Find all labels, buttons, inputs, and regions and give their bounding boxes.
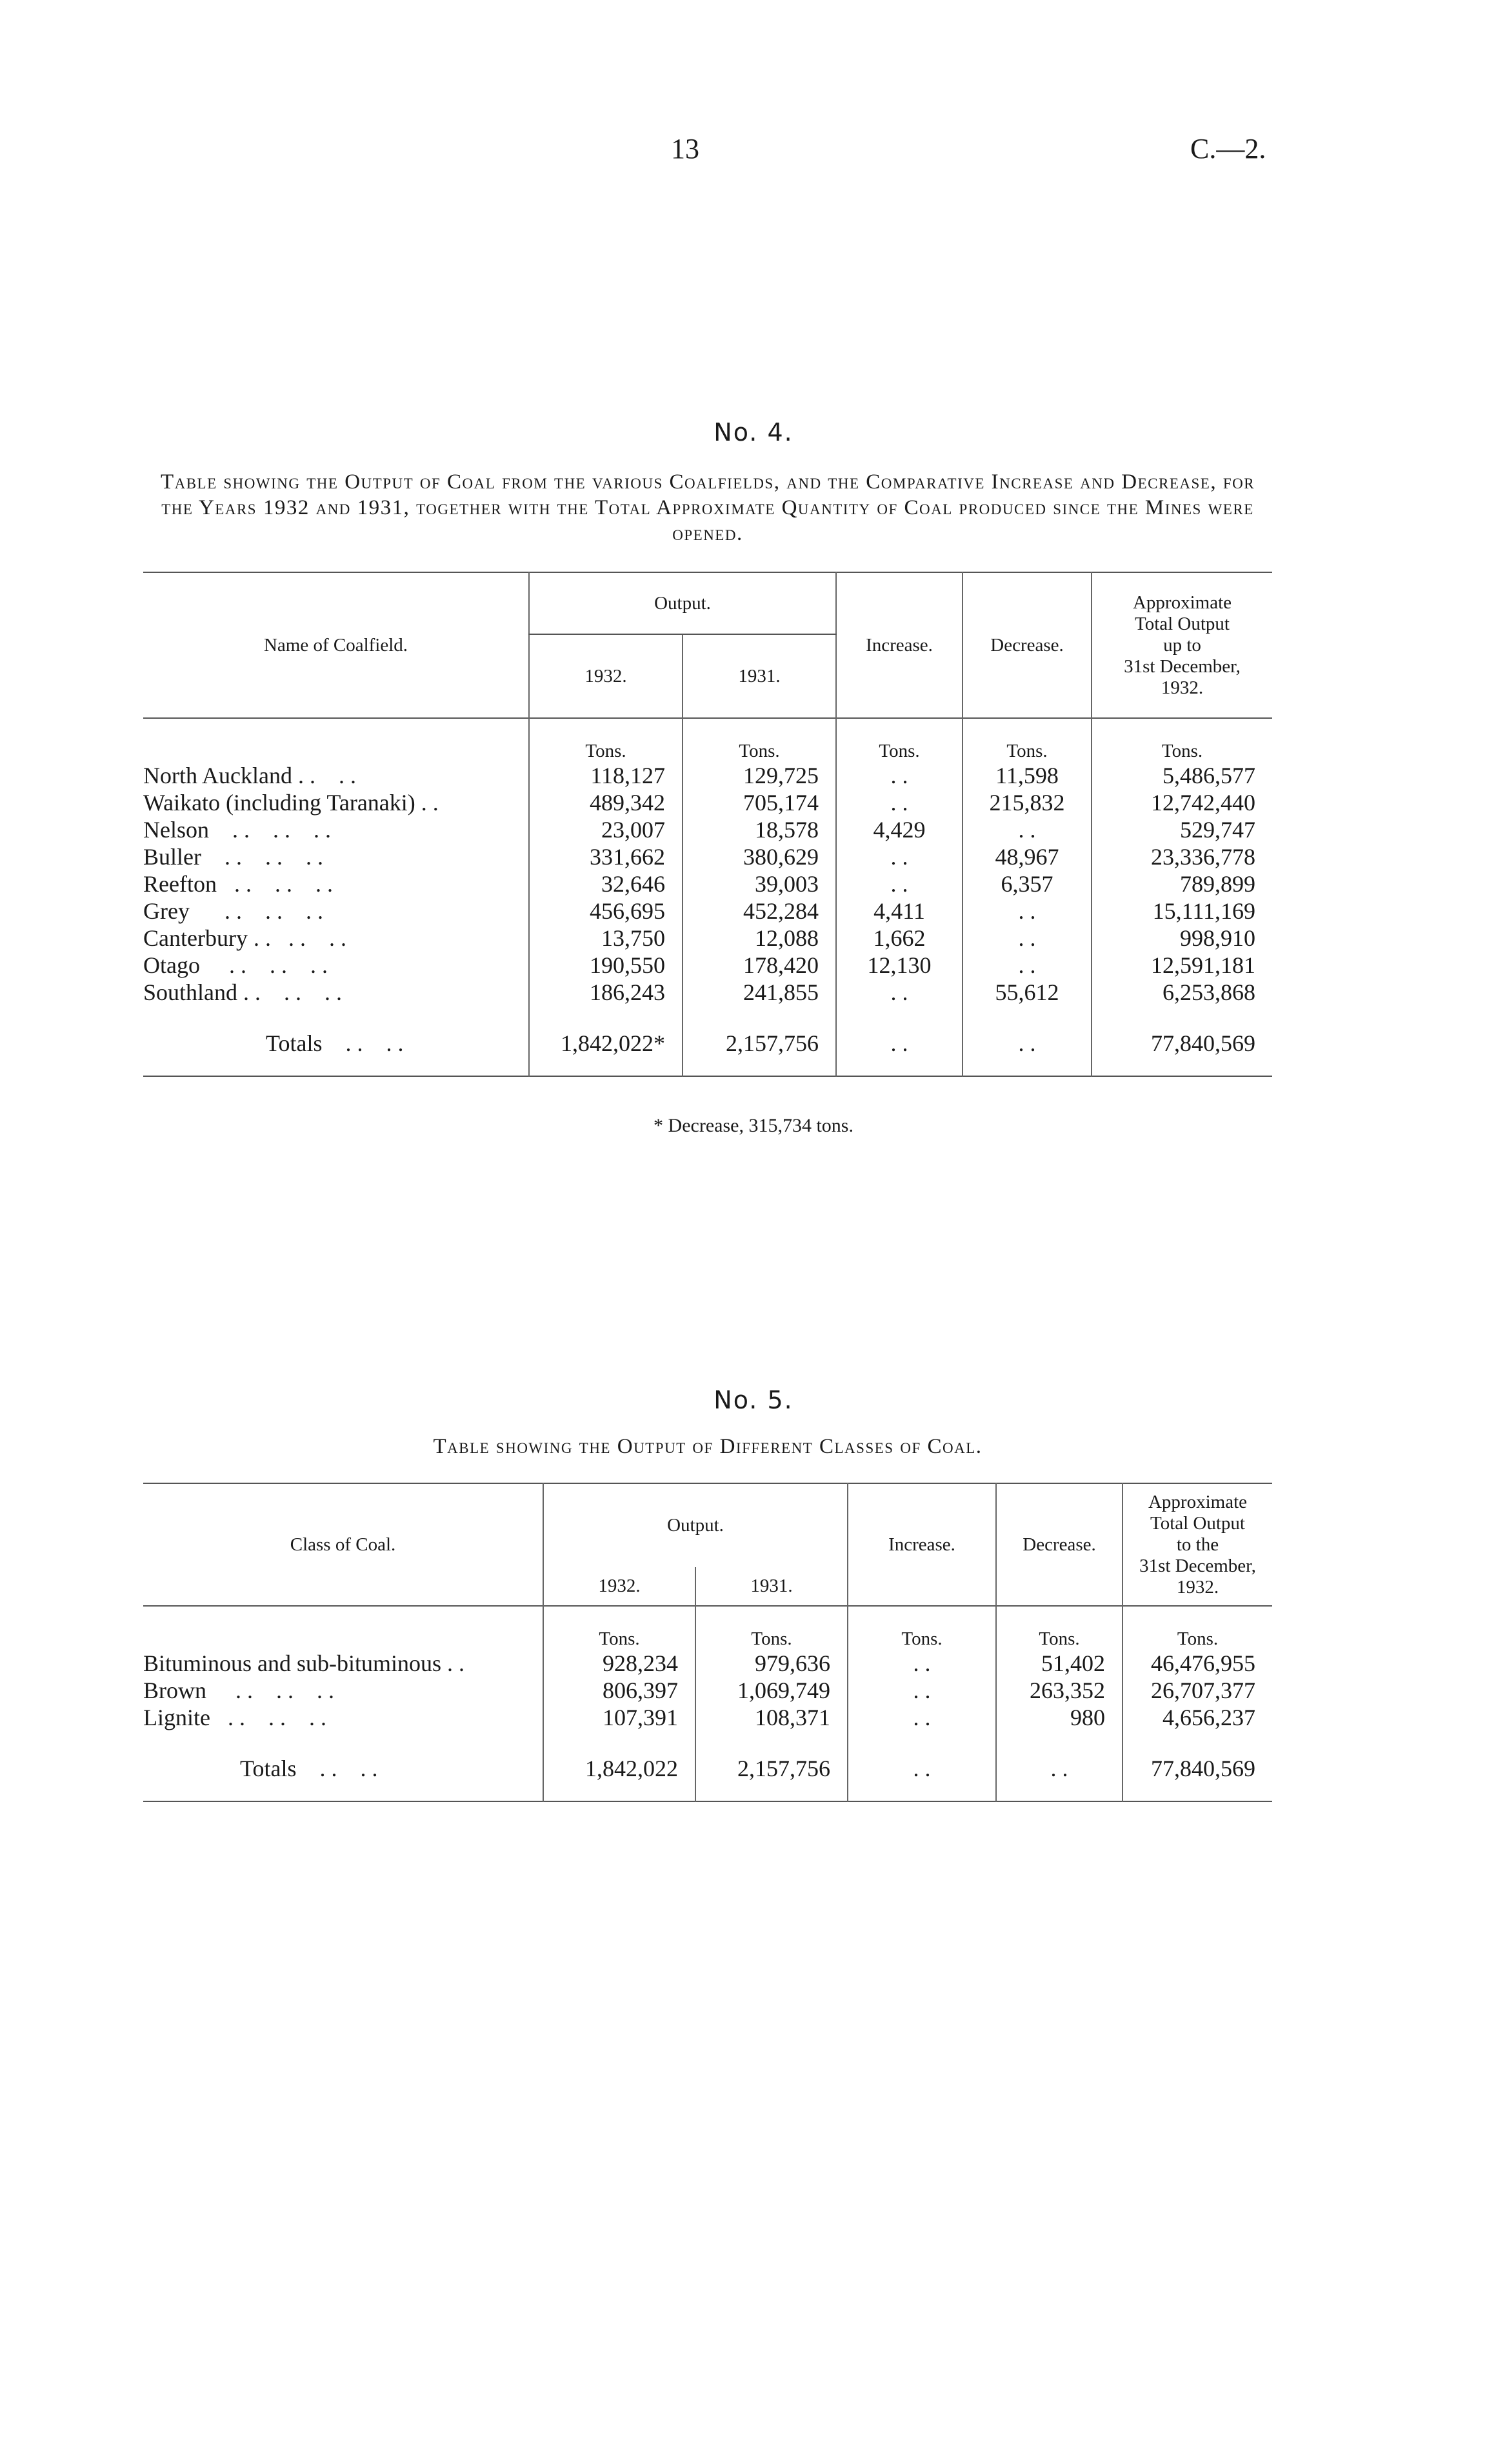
table5-totals-total: 77,840,569 — [1123, 1731, 1272, 1801]
table5-cell-name: Lignite . . . . . . — [143, 1705, 326, 1730]
table4-totals-total: 77,840,569 — [1092, 1006, 1272, 1076]
table4-header-total-line4: 31st December, — [1124, 656, 1241, 677]
table5-header-total-line5: 1932. — [1176, 1576, 1219, 1598]
table4-caption: Table showing the Output of Coal from the various Coalfields, and the Comparative Increase and Decrease, for the Years 1932 and 1931, together with the Total Approximate Quantity of Coal produced since the Mines were opened. — [160, 470, 1255, 545]
table5-cell-increase: . . — [848, 1677, 996, 1704]
table4-cell-increase: . . — [836, 870, 963, 897]
table4-cell-name: Grey . . . . . . — [143, 898, 323, 924]
table4-cell-total: 6,253,868 — [1092, 979, 1272, 1006]
table5-header-increase: Increase. — [848, 1483, 996, 1606]
table5-caption: Table showing the Output of Different Classes of Coal. — [433, 1435, 983, 1458]
table4-cell-total: 529,747 — [1092, 816, 1272, 843]
table4-cell-1932: 456,695 — [529, 897, 683, 925]
table5-cell-1932: 107,391 — [543, 1704, 695, 1731]
table4-unit-total: Tons. — [1092, 718, 1272, 762]
table4-cell-total: 15,111,169 — [1092, 897, 1272, 925]
table4-header-decrease: Decrease. — [963, 572, 1092, 718]
table5-cell-1931: 108,371 — [695, 1704, 848, 1731]
table5-cell-name: Bituminous and sub-bituminous . . — [143, 1650, 465, 1676]
table5-cell-1931: 979,636 — [695, 1650, 848, 1677]
table4-cell-1932: 186,243 — [529, 979, 683, 1006]
table5-cell-total: 26,707,377 — [1123, 1677, 1272, 1704]
table4-cell-1932: 23,007 — [529, 816, 683, 843]
table4-cell-name: Waikato (including Taranaki) . . — [143, 790, 439, 816]
table4-unit-1932: Tons. — [529, 718, 683, 762]
table5-unit-decrease: Tons. — [996, 1606, 1123, 1650]
table4-header-1932: 1932. — [529, 634, 683, 718]
table5-header-total-line2: Total Output — [1150, 1512, 1245, 1534]
table4-coalfields — [143, 572, 1272, 1077]
table-row — [143, 789, 1272, 816]
table4-totals-1931: 2,157,756 — [683, 1006, 836, 1076]
table5-totals-1932: 1,842,022 — [543, 1731, 695, 1801]
table4-header-name: Name of Coalfield. — [263, 634, 408, 656]
table4-totals-increase: . . — [836, 1006, 963, 1076]
table5-number: No. 5. — [714, 1386, 793, 1414]
table4-cell-increase: . . — [836, 789, 963, 816]
table5-cell-total: 4,656,237 — [1123, 1704, 1272, 1731]
table4-cell-decrease: . . — [963, 925, 1092, 952]
table4-cell-1931: 705,174 — [683, 789, 836, 816]
table5-cell-name: Brown . . . . . . — [143, 1678, 334, 1703]
table4-unit-1931: Tons. — [683, 718, 836, 762]
table4-cell-1932: 13,750 — [529, 925, 683, 952]
table-row — [143, 979, 1272, 1006]
table5-unit-total: Tons. — [1123, 1606, 1272, 1650]
table5-header-total-line3: to the — [1176, 1534, 1219, 1555]
table5-header-output: Output. — [543, 1483, 848, 1567]
table4-header-total-line3: up to — [1163, 634, 1201, 656]
table4-cell-decrease: 55,612 — [963, 979, 1092, 1006]
table-row — [143, 1704, 1272, 1731]
table4-cell-increase: 12,130 — [836, 952, 963, 979]
table5-header-total-line1: Approximate — [1148, 1491, 1247, 1512]
table4-header-output: Output. — [529, 572, 836, 634]
table4-cell-total: 789,899 — [1092, 870, 1272, 897]
table4-cell-1931: 18,578 — [683, 816, 836, 843]
table5-header-decrease: Decrease. — [996, 1483, 1123, 1606]
table4-cell-increase: 4,411 — [836, 897, 963, 925]
table4-cell-decrease: . . — [963, 816, 1092, 843]
table4-header-total-line2: Total Output — [1135, 613, 1230, 634]
table4-body — [143, 762, 1272, 1006]
table-row — [143, 897, 1272, 925]
table4-cell-name: Southland . . . . . . — [143, 979, 343, 1005]
table5-header-total — [1123, 1483, 1272, 1606]
table-row — [143, 870, 1272, 897]
table4-cell-decrease: 48,967 — [963, 843, 1092, 870]
table4-cell-1932: 489,342 — [529, 789, 683, 816]
table-row — [143, 816, 1272, 843]
table4-cell-1932: 32,646 — [529, 870, 683, 897]
table4-cell-1931: 129,725 — [683, 762, 836, 789]
page-number: 13 — [671, 133, 699, 165]
table4-cell-total: 998,910 — [1092, 925, 1272, 952]
table4-header-1931: 1931. — [683, 634, 836, 718]
table4-cell-decrease: . . — [963, 952, 1092, 979]
table5-header-name: Class of Coal. — [290, 1534, 396, 1555]
table4-cell-name: Canterbury . . . . . . — [143, 925, 346, 951]
table4-totals-1932: 1,842,022* — [529, 1006, 683, 1076]
table4-cell-total: 12,742,440 — [1092, 789, 1272, 816]
table5-cell-1931: 1,069,749 — [695, 1677, 848, 1704]
table4-cell-decrease: . . — [963, 897, 1092, 925]
table5-header-1931: 1931. — [695, 1567, 848, 1606]
table4-cell-decrease: 215,832 — [963, 789, 1092, 816]
table5-cell-increase: . . — [848, 1650, 996, 1677]
table4-header-total-line5: 1932. — [1161, 677, 1204, 698]
table4-cell-1931: 178,420 — [683, 952, 836, 979]
table5-cell-decrease: 980 — [996, 1704, 1123, 1731]
table4-cell-name: Otago . . . . . . — [143, 952, 328, 978]
table4-cell-decrease: 6,357 — [963, 870, 1092, 897]
table4-footnote: * Decrease, 315,734 tons. — [654, 1115, 853, 1136]
table-row — [143, 843, 1272, 870]
document-reference: C.—2. — [1190, 133, 1266, 165]
table5-cell-increase: . . — [848, 1704, 996, 1731]
table-row — [143, 1650, 1272, 1677]
table4-cell-1932: 118,127 — [529, 762, 683, 789]
table4-header-total — [1092, 572, 1272, 718]
table4-cell-increase: 1,662 — [836, 925, 963, 952]
table5-totals-increase: . . — [848, 1731, 996, 1801]
table4-cell-1931: 452,284 — [683, 897, 836, 925]
table5-body — [143, 1650, 1272, 1731]
table4-cell-total: 12,591,181 — [1092, 952, 1272, 979]
table4-cell-1931: 380,629 — [683, 843, 836, 870]
table-row — [143, 952, 1272, 979]
table5-cell-total: 46,476,955 — [1123, 1650, 1272, 1677]
table5-cell-decrease: 51,402 — [996, 1650, 1123, 1677]
table5-unit-increase: Tons. — [848, 1606, 996, 1650]
table4-cell-increase: 4,429 — [836, 816, 963, 843]
table4-cell-name: Nelson . . . . . . — [143, 817, 331, 843]
table4-cell-total: 23,336,778 — [1092, 843, 1272, 870]
table-row — [143, 1677, 1272, 1704]
table-row — [143, 925, 1272, 952]
table5-header-total-line4: 31st December, — [1139, 1555, 1256, 1576]
table4-header-total-line1: Approximate — [1132, 592, 1232, 613]
table4-cell-1931: 241,855 — [683, 979, 836, 1006]
table4-cell-name: North Auckland . . . . — [143, 763, 356, 788]
table4-cell-increase: . . — [836, 762, 963, 789]
table4-cell-increase: . . — [836, 979, 963, 1006]
table-row — [143, 762, 1272, 789]
table4-cell-total: 5,486,577 — [1092, 762, 1272, 789]
table4-number: No. 4. — [714, 418, 793, 446]
table5-cell-decrease: 263,352 — [996, 1677, 1123, 1704]
table5-cell-1932: 806,397 — [543, 1677, 695, 1704]
table5-totals-decrease: . . — [996, 1731, 1123, 1801]
table4-cell-name: Buller . . . . . . — [143, 844, 323, 870]
table4-unit-decrease: Tons. — [963, 718, 1092, 762]
table4-totals-row — [143, 1006, 1272, 1076]
table4-cell-1931: 39,003 — [683, 870, 836, 897]
table5-totals-1931: 2,157,756 — [695, 1731, 848, 1801]
table4-cell-1931: 12,088 — [683, 925, 836, 952]
table5-header-1932: 1932. — [543, 1567, 695, 1606]
table4-totals-decrease: . . — [963, 1006, 1092, 1076]
table4-cell-1932: 190,550 — [529, 952, 683, 979]
table5-cell-1932: 928,234 — [543, 1650, 695, 1677]
table5-coal-classes — [143, 1483, 1272, 1802]
table5-unit-1932: Tons. — [543, 1606, 695, 1650]
table4-cell-name: Reefton . . . . . . — [143, 871, 333, 897]
table4-cell-increase: . . — [836, 843, 963, 870]
table4-cell-decrease: 11,598 — [963, 762, 1092, 789]
table4-totals-label: Totals . . . . — [266, 1030, 404, 1056]
table5-totals-row — [143, 1731, 1272, 1801]
table4-cell-1932: 331,662 — [529, 843, 683, 870]
table4-unit-increase: Tons. — [836, 718, 963, 762]
table5-unit-1931: Tons. — [695, 1606, 848, 1650]
table4-header-increase: Increase. — [836, 572, 963, 718]
table5-totals-label: Totals . . . . — [240, 1756, 378, 1781]
